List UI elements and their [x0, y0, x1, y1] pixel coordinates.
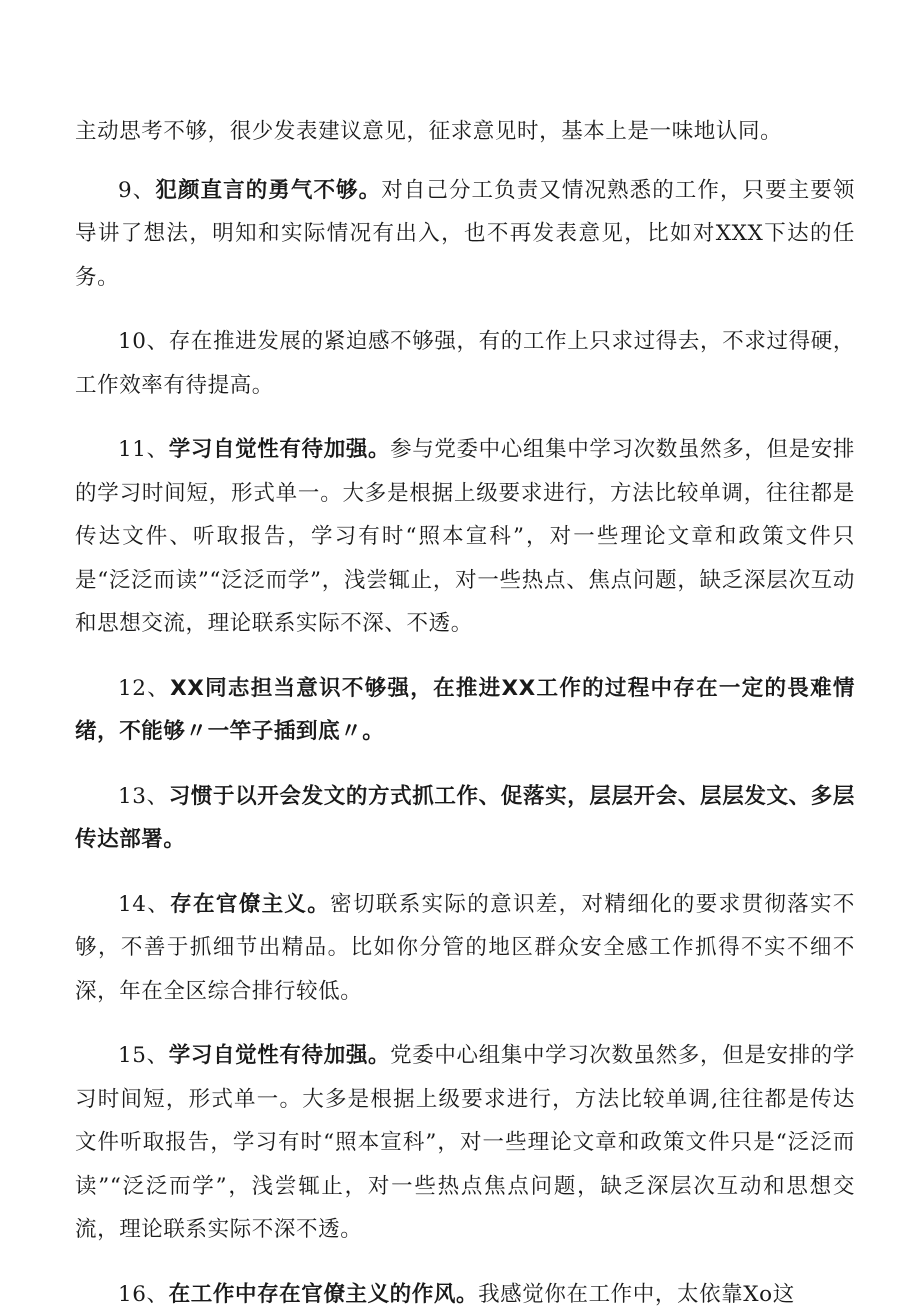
item-body: 存在推进发展的紧迫感不够强，有的工作上只求过得去，不求过得硬，工作效率有待提高。: [75, 329, 855, 398]
item-heading: XX同志担当意识不够强，在推进XX工作的过程中存在一定的畏难情绪，不能够〃一竿子插到底〃。: [75, 676, 855, 745]
item-heading: 存在官僚主义。: [170, 892, 330, 917]
item-heading: 学习自觉性有待加强。: [169, 437, 390, 462]
item-body: 党委中心组集中学习次数虽然多，但是安排的学习时间短，形式单一。大多是根据上级要求进行，方法比较单调,往往都是传达文件听取报告，学习有时“照本宣科”，对一些理论文章和政策文件只是“泛泛而读”“泛泛而学”，浅尝辄止，对一些热点焦点问题，缺乏深层次互动和思想交流，理论联系实际不深不透。: [75, 1043, 855, 1242]
item-heading: 习惯于以开会发文的方式抓工作、促落实，层层开会、层层发文、多层传达部署。: [75, 784, 855, 853]
item-number: 10、: [118, 329, 169, 354]
item-body: 密切联系实际的意识差，对精细化的要求贯彻落实不够，不善于抓细节出精品。比如你分管的地区群众安全感工作抓得不实不细不深，年在全区综合排行较低。: [75, 892, 855, 1004]
item-heading: 在工作中存在官僚主义的作风。: [169, 1282, 478, 1307]
item-number: 14、: [118, 892, 170, 917]
item-heading: 学习自觉性有待加强。: [169, 1043, 390, 1068]
paragraph-item-12: [75, 667, 855, 754]
item-body: 我感觉你在工作中，太依靠Xo这: [478, 1282, 795, 1307]
item-number: 15、: [118, 1043, 169, 1068]
paragraph-item-15: [75, 1034, 855, 1252]
paragraph-continuation: [75, 110, 855, 154]
item-number: 12、: [118, 676, 170, 701]
paragraph-item-9: [75, 169, 855, 300]
paragraph-item-13: [75, 775, 855, 862]
document-body: [75, 110, 855, 1316]
paragraph-item-10: [75, 320, 855, 407]
paragraph-item-11: [75, 428, 855, 646]
item-number: 11、: [118, 437, 169, 462]
item-body: 参与党委中心组集中学习次数虽然多，但是安排的学习时间短，形式单一。大多是根据上级要求进行，方法比较单调，往往都是传达文件、听取报告，学习有时“照本宣科”，对一些理论文章和政策文件只是“泛泛而读”“泛泛而学”，浅尝辄止，对一些热点、焦点问题，缺乏深层次互动和思想交流，理论联系实际不深、不透。: [75, 437, 855, 636]
paragraph-item-14: [75, 883, 855, 1014]
paragraph-item-16: [75, 1273, 855, 1316]
item-body: 对自己分工负责又情况熟悉的工作，只要主要领导讲了想法，明知和实际情况有出入，也不再发表意见，比如对XXX下达的任务。: [75, 178, 855, 290]
paragraph-body: 主动思考不够，很少发表建议意见，征求意见时，基本上是一味地认同。: [75, 119, 782, 144]
item-heading: 犯颜直言的勇气不够。: [155, 178, 381, 203]
item-number: 16、: [118, 1282, 169, 1307]
item-number: 13、: [118, 784, 169, 809]
item-number: 9、: [118, 178, 155, 203]
